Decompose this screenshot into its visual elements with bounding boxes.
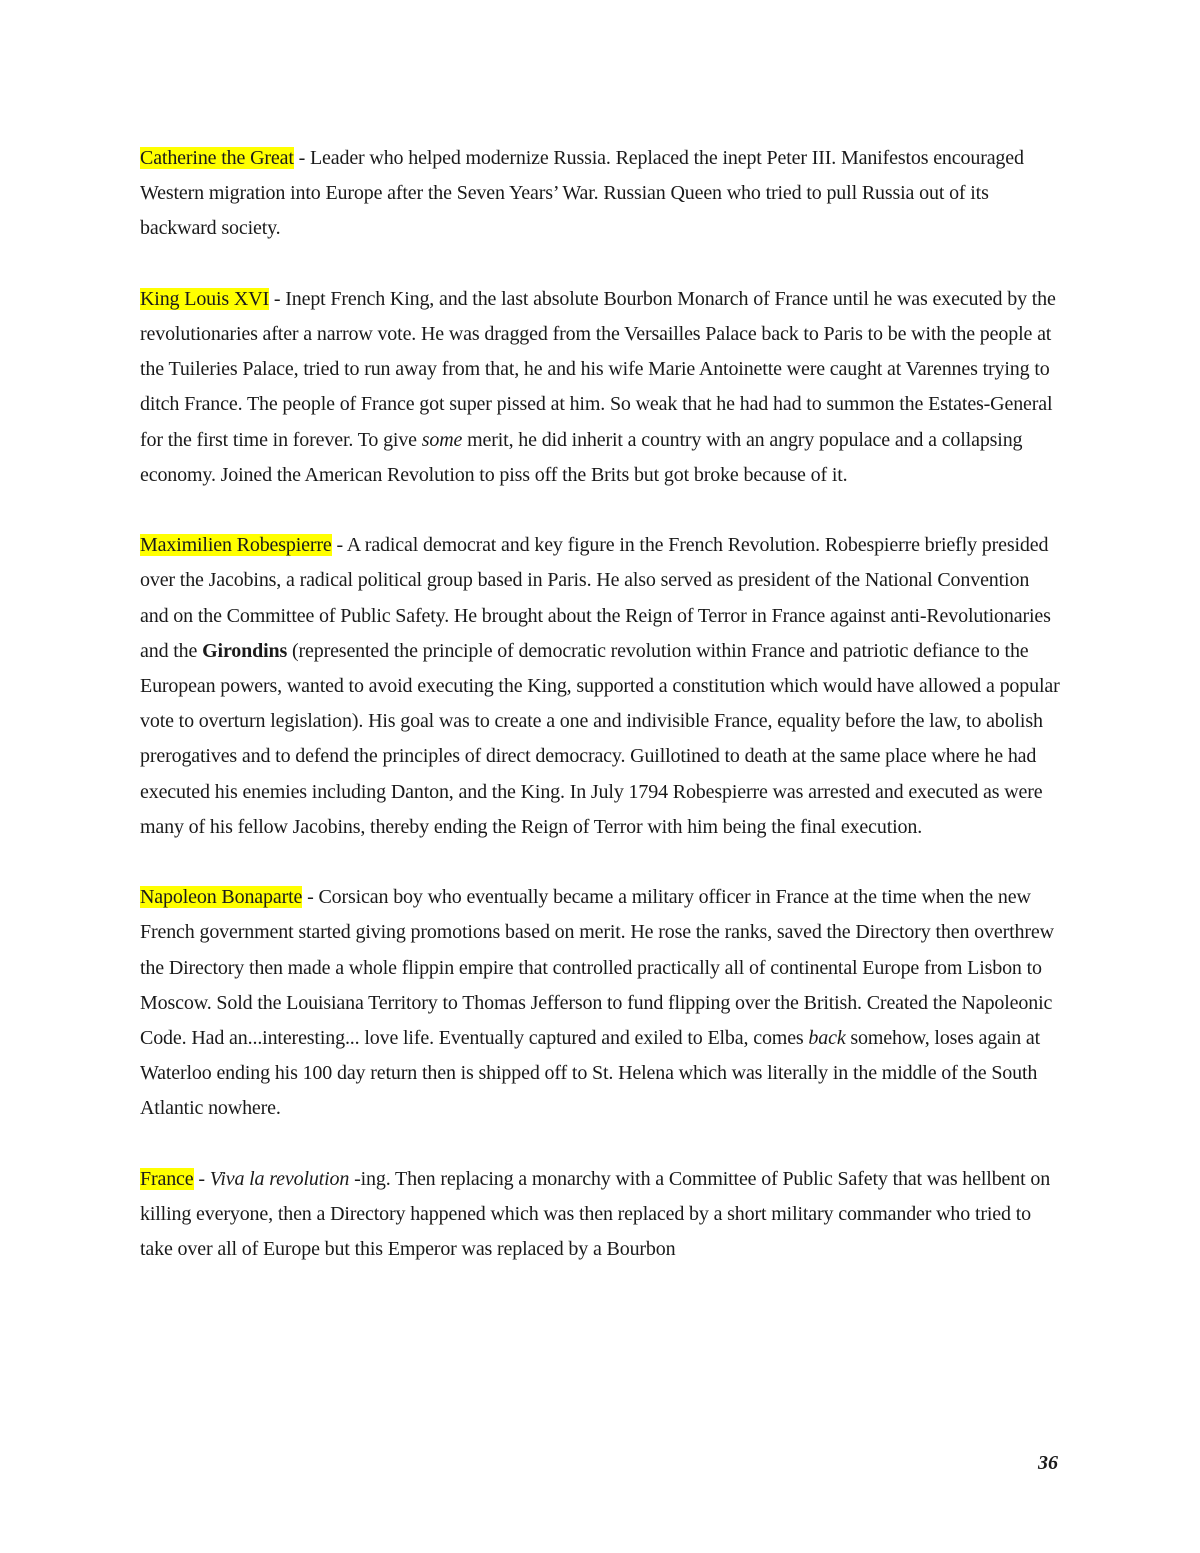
entry-napoleon-bonaparte	[140, 880, 1062, 1126]
highlighted-term: King Louis XVI	[140, 287, 270, 310]
highlighted-term: Catherine the Great	[140, 147, 294, 169]
entry-text: - Inept French King, and the last absolute Bourbon Monarch of France until he was executed by the revolutionaries after a narrow vote. He was dragged from the Versailles Palace back to Paris to be with the people at the Tuileries Palace, tried to run away from that, he and his wife Marie Antoinette were caught at Varennes trying to ditch France. The people of France got super pissed at him. So weak that he had had to summon the Estates-General for the first time in forever. To give	[140, 287, 1056, 451]
highlighted-term: Maximilien Robespierre	[140, 534, 332, 557]
document-page	[140, 141, 1062, 1303]
entry-text: -ing. Then replacing a monarchy with a Committee of Public Safety that was hellbent on killing everyone, then a Directory happened which was then replaced by a short military commander who tried to take over all of Europe but this Emperor was replaced by a Bourbon	[140, 1167, 1051, 1261]
page-number: 36	[1038, 1452, 1058, 1474]
entry-king-louis-xvi	[140, 282, 1062, 493]
highlighted-term: France	[140, 1167, 194, 1190]
entry-france	[140, 1162, 1062, 1268]
entry-text: -	[193, 1167, 210, 1190]
highlighted-term: Napoleon Bonaparte	[140, 886, 303, 909]
bold-term: Girondins	[202, 639, 288, 662]
entry-maximilien-robespierre	[140, 528, 1062, 845]
emphasized-text: some	[421, 428, 463, 451]
emphasized-text: back	[808, 1027, 846, 1050]
entry-text: - Leader who helped modernize Russia. Replaced the inept Peter III. Manifestos encouraged Western migration into Europe after the Seven Years’ War. Russian Queen who tried to pull Russia out of its backward society.	[140, 147, 1024, 240]
entry-catherine-the-great	[140, 141, 1062, 247]
entry-text: (represented the principle of democratic revolution within France and patriotic defiance to the European powers, wanted to avoid executing the King, supported a constitution which would have allowed a popular vote to overturn legislation). His goal was to create a one and indivisible France, equality before the law, to abolish prerogatives and to defend the principles of direct democracy. Guillotined to death at the same place where he had executed his enemies including Danton, and the King. In July 1794 Robespierre was arrested and executed as were many of his fellow Jacobins, thereby ending the Reign of Terror with him being the final execution.	[140, 639, 1060, 838]
entry-text: - Corsican boy who eventually became a military officer in France at the time when the new French government started giving promotions based on merit. He rose the ranks, saved the Directory then overthrew the Directory then made a whole flippin empire that controlled practically all of continental Europe from Lisbon to Moscow. Sold the Louisiana Territory to Thomas Jefferson to fund flipping over the British. Created the Napoleonic Code. Had an...interesting... love life. Eventually captured and exiled to Elba, comes	[140, 886, 1054, 1050]
entry-text: merit, he did inherit a country with an angry populace and a collapsing economy. Joined the American Revolution to piss off the Brits but got broke because of it.	[140, 428, 1023, 486]
emphasized-text: Viva la revolution	[209, 1167, 350, 1190]
entry-text: somehow, loses again at Waterloo ending his 100 day return then is shipped off to St. Helena which was literally in the middle of the South Atlantic nowhere.	[140, 1027, 1041, 1120]
entry-text: - A radical democrat and key figure in the French Revolution. Robespierre briefly presided over the Jacobins, a radical political group based in Paris. He also served as president of the National Convention and on the Committee of Public Safety. He brought about the Reign of Terror in France against anti-Revolutionaries and the	[140, 534, 1051, 662]
